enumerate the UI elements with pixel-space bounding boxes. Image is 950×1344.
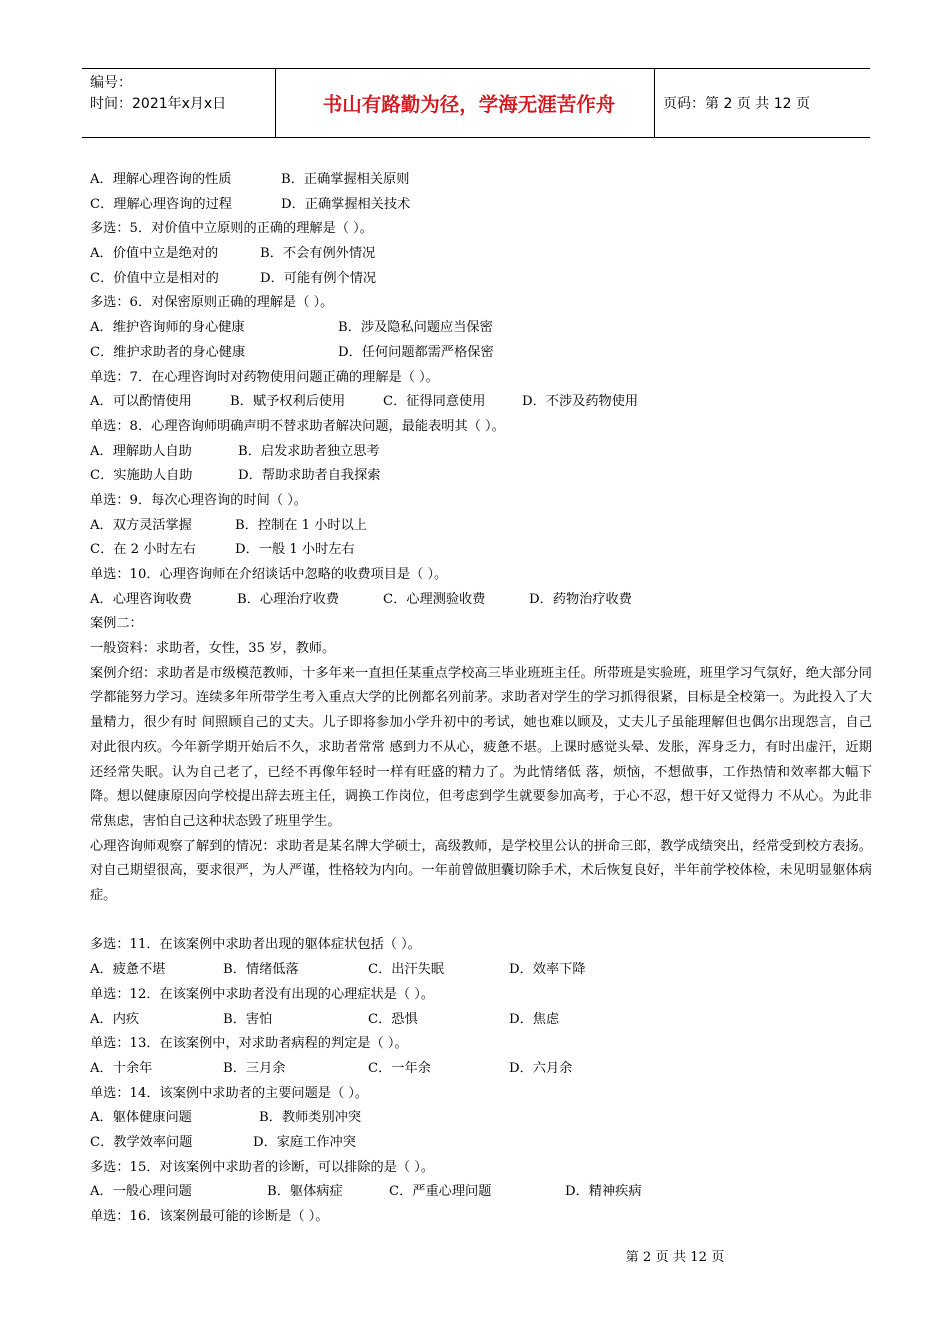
options-row <box>90 1057 872 1082</box>
options-row <box>90 1131 872 1156</box>
option-a: A．理解心理咨询的性质 <box>90 172 232 187</box>
page-footer <box>0 1246 950 1265</box>
options-row <box>90 242 872 267</box>
question-text: 多选：5．对价值中立原则的正确的理解是（ ）。 <box>90 221 373 237</box>
option-a: C．在 2 小时左右 <box>90 542 196 558</box>
case-paragraph: 心理咨询师观察了解到的情况：求助者是某名牌大学硕士，高级教师，是学校里公认的拼命三郎，教学成绩突出，经常受到校方表扬。对自己期望很高，要求很严，为人严谨，性格较为内向。一年前曾做胆囊切除手术，术后恢复良好，半年前学校体检，未见明显躯体病症。 <box>90 838 872 904</box>
option-c: C．严重心理问题 <box>389 1184 492 1200</box>
options-row <box>90 1106 872 1131</box>
options-row <box>90 1008 872 1033</box>
option-b: B．情绪低落 <box>223 962 299 978</box>
option-a: A．维护咨询师的身心健康 <box>90 320 245 336</box>
header-divider <box>275 69 276 137</box>
option-b: B．不会有例外情况 <box>260 246 376 262</box>
option-b: B．教师类别冲突 <box>259 1110 362 1126</box>
options-row <box>90 193 872 218</box>
option-b: D．可能有例个情况 <box>260 270 377 286</box>
option-c: C．征得同意使用 <box>383 394 486 410</box>
option-a: A．一般心理问题 <box>90 1184 192 1200</box>
options-row <box>90 514 872 539</box>
option-b: B．三月余 <box>223 1060 286 1076</box>
option-b: D．家庭工作冲突 <box>253 1134 356 1150</box>
option-a: C．维护求助者的身心健康 <box>90 344 246 360</box>
question-text: 多选：6．对保密原则正确的理解是（ ）。 <box>90 295 334 311</box>
option-a: C．实施助人自助 <box>90 468 193 484</box>
options-row <box>90 316 872 341</box>
options-row <box>90 267 872 292</box>
number-label: 编号： <box>90 75 132 91</box>
option-a: A．可以酌情使用 <box>90 394 192 410</box>
date-label: 时间：2021年x月x日 <box>90 96 227 112</box>
option-c: C．出汗失眠 <box>368 962 445 978</box>
option-b: B．赋予权利后使用 <box>230 394 346 410</box>
options-row <box>90 464 872 489</box>
option-c: C．心理测验收费 <box>383 591 486 607</box>
motto: 书山有路勤为径，学海无涯苦作舟 <box>322 93 616 116</box>
question-text: 单选：16．该案例最可能的诊断是（ ）。 <box>90 1209 329 1225</box>
option-b: D．帮助求助者自我探索 <box>238 468 381 484</box>
page-header <box>82 68 870 138</box>
option-b: B．躯体病症 <box>267 1184 343 1200</box>
option-a: A．十余年 <box>90 1060 153 1076</box>
option-b: D．任何问题都需严格保密 <box>338 344 494 360</box>
options-row <box>90 588 872 613</box>
question-text: 单选：8．心理咨询师明确声明不替求助者解决问题，最能表明其（ ）。 <box>90 418 505 434</box>
option-b: B．心理治疗收费 <box>237 591 340 607</box>
header-divider <box>654 69 655 137</box>
option-b: D．正确掌握相关技术 <box>281 196 411 212</box>
question-text: 单选：13．在该案例中，对求助者病程的判定是（ ）。 <box>90 1036 408 1052</box>
option-d: D．不涉及药物使用 <box>522 394 639 410</box>
options-row <box>90 538 872 563</box>
option-a: C．理解心理咨询的过程 <box>90 196 232 212</box>
option-a: A．双方灵活掌握 <box>90 517 192 533</box>
option-a: A．理解助人自助 <box>90 443 192 459</box>
option-a: C．教学效率问题 <box>90 1134 193 1150</box>
option-d: D．药物治疗收费 <box>529 591 632 607</box>
option-d: D．精神疾病 <box>565 1184 642 1200</box>
option-a: A．心理咨询收费 <box>90 591 192 607</box>
option-b: B．涉及隐私问题应当保密 <box>338 320 493 336</box>
document-body <box>90 168 872 1230</box>
option-d: D．效率下降 <box>509 962 586 978</box>
options-row <box>90 168 872 193</box>
option-b: B．害怕 <box>223 1011 273 1027</box>
question-text: 单选：9．每次心理咨询的时间（ ）。 <box>90 492 307 508</box>
question-text: 单选：12．在该案例中求助者没有出现的心理症状是（ ）。 <box>90 986 435 1002</box>
question-text: 多选：11．在该案例中求助者出现的躯体症状包括（ ）。 <box>90 937 421 953</box>
option-a: C．价值中立是相对的 <box>90 270 219 286</box>
blank-line <box>90 909 872 934</box>
option-b: B．正确掌握相关原则 <box>281 172 410 187</box>
option-c: C．一年余 <box>368 1060 431 1076</box>
option-b: B．控制在 1 小时以上 <box>235 517 367 533</box>
option-d: D．焦虑 <box>509 1011 560 1027</box>
option-c: C．恐惧 <box>368 1011 418 1027</box>
question-text: 一般资料：求助者，女性，35 岁，教师。 <box>90 641 336 657</box>
header-meta <box>90 73 226 115</box>
question-text: 多选：15．对该案例中求助者的诊断，可以排除的是（ ）。 <box>90 1159 435 1175</box>
footer-page-number: 第 2 页 共 12 页 <box>625 1250 725 1265</box>
question-text: 案例二： <box>90 616 143 632</box>
options-row <box>90 341 872 366</box>
option-a: A．躯体健康问题 <box>90 1110 192 1126</box>
option-d: D．六月余 <box>509 1060 573 1076</box>
question-text: 单选：7．在心理咨询时对药物使用问题正确的理解是（ ）。 <box>90 369 439 385</box>
options-row <box>90 1180 872 1205</box>
option-a: A．疲惫不堪 <box>90 962 166 978</box>
option-b: D．一般 1 小时左右 <box>235 542 355 558</box>
options-row <box>90 958 872 983</box>
options-row <box>90 390 872 415</box>
option-a: A．价值中立是绝对的 <box>90 246 219 262</box>
options-row <box>90 440 872 465</box>
case-paragraph: 案例介绍：求助者是市级模范教师，十多年来一直担任某重点学校高三毕业班班主任。所带班是实验班，班里学习气氛好，绝大部分同学都能努力学习。连续多年所带学生考入重点大学的比例都名列前茅。求助者对学生的学习抓得很紧，目标是全校第一。为此投入了大量精力，很少有时 间照顾自己的丈夫。儿子即将参加小学升初中的考试，她也难以顾及，丈夫儿子虽能理解但也偶尔出现怨言，自己对此很内疚。今年新学期开始后不久，求助者常常 感到力不从心，疲惫不堪。上课时感觉头晕、发胀，浑身乏力，有时出虚汗，近期还经常失眠。认为自己老了，已经不再像年轻时一样有旺盛的精力了。为此情绪低 落，烦恼，不想做事，工作热情和效率都大幅下降。想以健康原因向学校提出辞去班主任，调换工作岗位，但考虑到学生就要参加高考，于心不忍，想干好又觉得力 不从心。为此非常焦虑，害怕自己这种状态毁了班里学生。 <box>90 665 872 829</box>
question-text: 单选：14．该案例中求助者的主要问题是（ ）。 <box>90 1085 369 1101</box>
option-a: A．内疚 <box>90 1011 140 1027</box>
question-text: 单选：10．心理咨询师在介绍谈话中忽略的收费项目是（ ）。 <box>90 567 448 582</box>
page-info: 页码：第 2 页 共 12 页 <box>663 96 810 112</box>
option-b: B．启发求助者独立思考 <box>238 443 380 459</box>
